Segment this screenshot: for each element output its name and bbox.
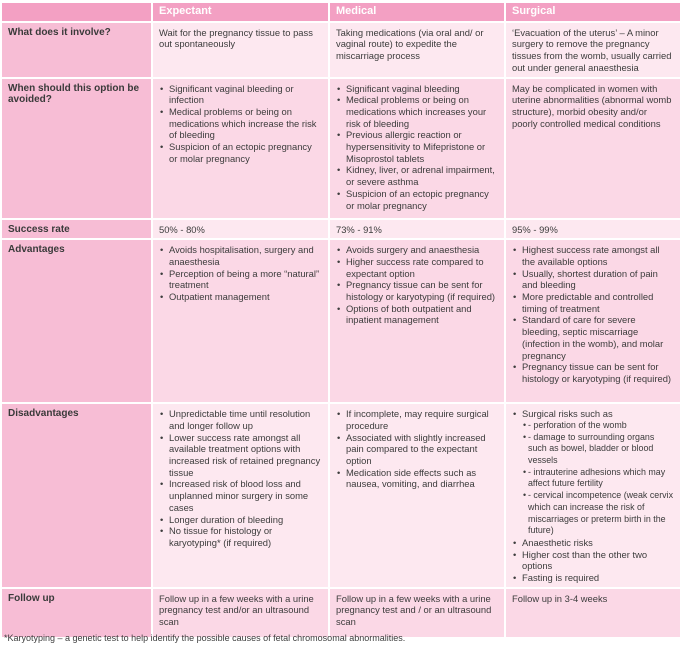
list-item: • Previous allergic reaction or hypersensitivity to Mifepristone or Misoprostol tablets xyxy=(336,129,498,164)
row-involve xyxy=(2,23,680,79)
cell-involve-surgical: ‘Evacuation of the uterus’ – A minor surgery to remove the pregnancy tissues from the womb, usually carried out under general anaesthesia xyxy=(506,23,680,79)
row-label-disadvantages: Disadvantages xyxy=(2,404,153,589)
header-row xyxy=(2,3,680,23)
cell-followup-medical: Follow up in a few weeks with a urine pregnancy test and / or an ultrasound scan xyxy=(330,589,506,639)
surgical-risks-intro: Surgical risks such as xyxy=(522,408,613,420)
list-item: • Usually, shortest duration of pain and bleeding xyxy=(512,268,674,291)
cell-involve-medical: Taking medications (via oral and/ or vaginal route) to expedite the miscarriage process xyxy=(330,23,506,79)
surgical-risks-sublist xyxy=(522,420,674,537)
cell-advantages-expectant xyxy=(153,240,330,404)
row-success xyxy=(2,220,680,241)
header-expectant: Expectant xyxy=(153,3,330,23)
cell-involve-expectant: Wait for the pregnancy tissue to pass out spontaneously xyxy=(153,23,330,79)
list-item: • Avoids surgery and anaesthesia xyxy=(336,244,498,256)
list-item xyxy=(512,408,674,537)
row-advantages xyxy=(2,240,680,404)
list-item: • Lower success rate amongst all available treatment options with increased risk of retained pregnancy tissue xyxy=(159,432,322,479)
cell-success-medical: 73% - 91% xyxy=(330,220,506,241)
cell-avoid-expectant xyxy=(153,79,330,220)
row-avoid xyxy=(2,79,680,220)
cell-advantages-surgical xyxy=(506,240,680,404)
row-followup xyxy=(2,589,680,639)
list-item: • Suspicion of an ectopic pregnancy or molar pregnancy xyxy=(159,141,322,164)
cell-avoid-medical xyxy=(330,79,506,220)
comparison-table xyxy=(2,3,680,639)
list-item: • More predictable and controlled timing of treatment xyxy=(512,291,674,314)
row-label-followup: Follow up xyxy=(2,589,153,639)
footnote: *Karyotyping – a genetic test to help identify the possible causes of fetal chromosomal abnormalities. xyxy=(4,633,406,643)
header-corner xyxy=(2,3,153,23)
list-item: • Medical problems or being on medications which increase the risk of bleeding xyxy=(159,106,322,141)
row-label-advantages: Advantages xyxy=(2,240,153,404)
sub-list-item: • - damage to surrounding organs such as bowel, bladder or blood vessels xyxy=(522,432,674,467)
header-medical: Medical xyxy=(330,3,506,23)
list-item: • Pregnancy tissue can be sent for histology or karyotyping (if required) xyxy=(336,279,498,302)
list-item: • Medication side effects such as nausea, vomiting, and diarrhea xyxy=(336,467,498,490)
list-item: • No tissue for histology or karyotyping* (if required) xyxy=(159,525,322,548)
sub-list-item: • - intrauterine adhesions which may affect future fertility xyxy=(522,467,674,490)
list-item: • Significant vaginal bleeding xyxy=(336,83,498,95)
list-item: • Longer duration of bleeding xyxy=(159,514,322,526)
list-item: • Medical problems or being on medications which increases your risk of bleeding xyxy=(336,94,498,129)
cell-disadvantages-surgical xyxy=(506,404,680,589)
list-item: • If incomplete, may require surgical procedure xyxy=(336,408,498,431)
list-item: • Increased risk of blood loss and unplanned minor surgery in some cases xyxy=(159,478,322,513)
cell-followup-expectant: Follow up in a few weeks with a urine pregnancy test and/or an ultrasound scan xyxy=(153,589,330,639)
list-item: • Unpredictable time until resolution and longer follow up xyxy=(159,408,322,431)
row-disadvantages xyxy=(2,404,680,589)
list-item: • Associated with slightly increased pain compared to the expectant option xyxy=(336,432,498,467)
cell-disadvantages-expectant xyxy=(153,404,330,589)
list-item: • Anaesthetic risks xyxy=(512,537,674,549)
header-surgical: Surgical xyxy=(506,3,680,23)
sub-list-item: • - perforation of the womb xyxy=(522,420,674,432)
row-label-avoid: When should this option be avoided? xyxy=(2,79,153,220)
list-item: • Fasting is required xyxy=(512,572,674,584)
list-item: • Highest success rate amongst all the available options xyxy=(512,244,674,267)
list-item: • Higher success rate compared to expectant option xyxy=(336,256,498,279)
row-label-success: Success rate xyxy=(2,220,153,241)
list-item: • Outpatient management xyxy=(159,291,322,303)
sub-list-item: • - cervical incompetence (weak cervix which can increase the risk of miscarriages or preterm birth in the future) xyxy=(522,490,674,537)
list-item: • Higher cost than the other two options xyxy=(512,549,674,572)
cell-disadvantages-medical xyxy=(330,404,506,589)
cell-followup-surgical: Follow up in 3-4 weeks xyxy=(506,589,680,639)
cell-advantages-medical xyxy=(330,240,506,404)
list-item: • Avoids hospitalisation, surgery and anaesthesia xyxy=(159,244,322,267)
list-item: • Standard of care for severe bleeding, septic miscarriage (infection in the womb), and molar pregnancy xyxy=(512,314,674,361)
cell-avoid-surgical: May be complicated in women with uterine abnormalities (abnormal womb structure), morbid obesity and/or poorly controlled medical conditions xyxy=(506,79,680,220)
list-item: • Kidney, liver, or adrenal impairment, or severe asthma xyxy=(336,164,498,187)
list-item: • Perception of being a more “natural” treatment xyxy=(159,268,322,291)
cell-success-surgical: 95% - 99% xyxy=(506,220,680,241)
list-item: • Significant vaginal bleeding or infection xyxy=(159,83,322,106)
row-label-involve: What does it involve? xyxy=(2,23,153,79)
cell-success-expectant: 50% - 80% xyxy=(153,220,330,241)
list-item: • Options of both outpatient and inpatient management xyxy=(336,303,498,326)
list-item: • Pregnancy tissue can be sent for histology or karyotyping (if required) xyxy=(512,361,674,384)
list-item: • Suspicion of an ectopic pregnancy or molar pregnancy xyxy=(336,188,498,211)
